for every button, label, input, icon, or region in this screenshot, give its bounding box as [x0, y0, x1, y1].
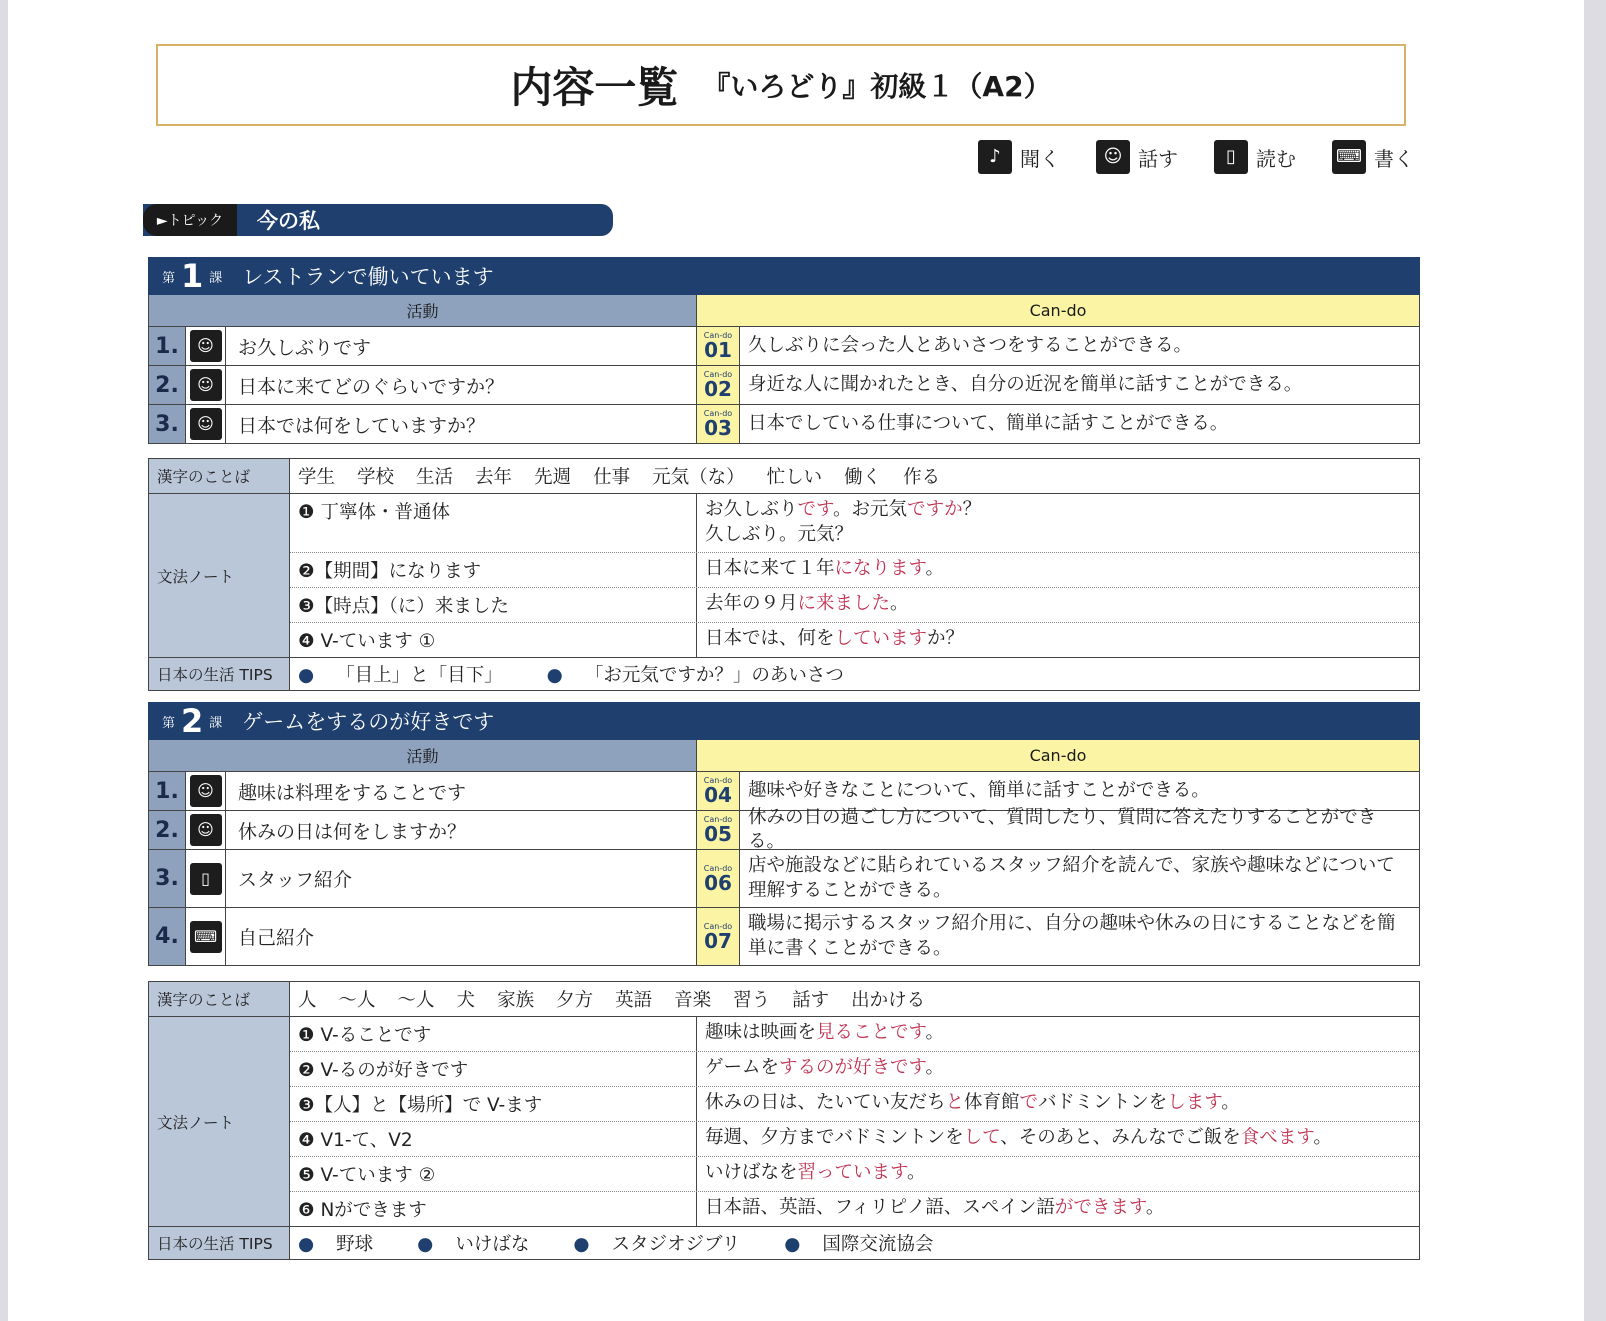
kanji-label: 漢字のことば — [149, 459, 290, 493]
legend-speak — [1096, 140, 1178, 174]
bullet-icon: ● — [573, 1234, 590, 1255]
kanji-label: 漢字のことば — [149, 982, 290, 1016]
kanji-word: 忙しい — [766, 467, 823, 488]
activity-row — [149, 326, 1419, 365]
activity-number: 3. — [149, 850, 186, 907]
example-highlight: して — [963, 1127, 1001, 1148]
tip-text: 野球 — [336, 1234, 374, 1255]
example-text: いけばなを — [705, 1162, 798, 1183]
example-highlight: 見ることです — [816, 1022, 926, 1043]
activity-number: 4. — [149, 908, 186, 965]
grammar-example — [697, 1192, 1419, 1226]
read-icon: ▯ — [1214, 140, 1248, 174]
grammar-example — [697, 1087, 1419, 1121]
write-icon: ⌨ — [190, 921, 222, 953]
tips-list — [290, 658, 1419, 690]
speak-icon: ☺ — [190, 814, 222, 846]
activity-icon-cell — [186, 908, 226, 965]
activity-row — [149, 365, 1419, 404]
kanji-words — [290, 459, 1419, 493]
activity-icon-cell — [186, 811, 226, 849]
example-highlight: で — [1019, 1092, 1039, 1113]
example-text: 日本に来て１年 — [705, 558, 835, 579]
lesson-2-info — [148, 981, 1420, 1260]
example-line — [705, 557, 1411, 582]
grammar-block — [149, 493, 1419, 657]
topic-title: 今の私 — [257, 209, 320, 233]
example-text: 趣味は映画を — [705, 1022, 817, 1043]
activity-number: 1. — [149, 327, 186, 365]
example-text: 。 — [925, 1022, 945, 1043]
grammar-row — [290, 1156, 1419, 1191]
write-icon: ⌨ — [1332, 140, 1366, 174]
example-highlight: しています — [834, 628, 928, 649]
tip-item — [298, 661, 525, 687]
legend-label: 聞く — [1020, 146, 1060, 171]
speak-icon: ☺ — [190, 330, 222, 362]
example-highlight: するのが好きです — [779, 1057, 926, 1078]
topic-banner — [143, 204, 613, 236]
lesson-title: レストランで働いています — [242, 265, 494, 289]
tip-item — [784, 1230, 955, 1256]
cando-badge — [697, 908, 740, 965]
grammar-point: ❻ Nができます — [290, 1192, 697, 1226]
tip-text: いけばな — [455, 1234, 530, 1255]
kanji-word: 生活 — [416, 467, 454, 488]
legend-read — [1214, 140, 1296, 174]
cando-badge — [697, 366, 740, 404]
example-line — [705, 1126, 1411, 1151]
activity-table — [148, 740, 1420, 966]
example-line — [705, 498, 1411, 523]
cando-badge-label: Can-do — [703, 815, 733, 824]
activity-number: 3. — [149, 405, 186, 443]
kanji-word: 作る — [903, 467, 941, 488]
tips-label: 日本の生活 TIPS — [149, 658, 290, 690]
legend-label: 読む — [1256, 146, 1296, 171]
grammar-row — [290, 587, 1419, 622]
cando-number: 02 — [704, 377, 732, 401]
grammar-example — [697, 1157, 1419, 1191]
grammar-block — [149, 1016, 1419, 1226]
grammar-row — [290, 1051, 1419, 1086]
grammar-example — [697, 588, 1419, 622]
example-text: 毎週、夕方までバドミントンを — [705, 1127, 964, 1148]
example-text: 日本語、英語、フィリピノ語、スペイン語 — [705, 1197, 1055, 1218]
lesson-number: 2 — [181, 702, 204, 740]
example-highlight: になります — [834, 558, 926, 579]
cando-text: 久しぶりに会った人とあいさつをすることができる。 — [748, 334, 1193, 356]
grammar-row — [290, 552, 1419, 587]
kanji-word: 働く — [844, 467, 882, 488]
cando-number: 01 — [704, 338, 732, 362]
activity-col-label: 活動 — [149, 740, 697, 771]
activity-table — [148, 295, 1420, 444]
grammar-row — [290, 1121, 1419, 1156]
bullet-icon: ● — [298, 1234, 315, 1255]
example-text: 。 — [1313, 1127, 1332, 1148]
activity-icon-cell — [186, 327, 226, 365]
activity-label: 趣味は料理をすることです — [226, 772, 697, 810]
example-text: 。 — [907, 1162, 926, 1183]
lesson-2 — [148, 702, 1420, 966]
kanji-word: 習う — [733, 990, 771, 1011]
cando-badge-label: Can-do — [703, 331, 733, 340]
tips-row — [149, 1226, 1419, 1259]
example-line — [705, 627, 1411, 652]
grammar-row — [290, 1191, 1419, 1226]
activity-row — [149, 806, 1419, 852]
cando-badge — [697, 850, 740, 907]
example-highlight: と — [945, 1092, 965, 1113]
tip-item — [298, 1230, 395, 1256]
legend-label: 話す — [1138, 146, 1178, 171]
grammar-example — [697, 623, 1419, 657]
activity-number: 1. — [149, 772, 186, 810]
example-text: ゲームを — [705, 1057, 780, 1078]
activity-label: お久しぶりです — [226, 327, 697, 365]
grammar-point: ❸【時点】（に）来ました — [290, 588, 697, 622]
cando-number: 04 — [704, 783, 732, 807]
topic-tag: ►トピック — [143, 204, 237, 236]
activity-icon-cell — [186, 772, 226, 810]
example-highlight: します — [1167, 1092, 1222, 1113]
kanji-words — [290, 982, 1419, 1016]
example-text: 体育館 — [964, 1092, 1020, 1113]
lesson-ka: 課 — [209, 715, 223, 731]
example-line — [705, 592, 1411, 617]
speak-icon: ☺ — [190, 775, 222, 807]
page-title: 内容一覧 — [510, 63, 679, 112]
kanji-word: 学校 — [357, 467, 395, 488]
tip-item — [547, 661, 866, 687]
kanji-word: 犬 — [456, 990, 476, 1011]
grammar-row — [290, 1086, 1419, 1121]
kanji-word: 音楽 — [674, 990, 712, 1011]
kanji-word: 人 — [298, 990, 317, 1011]
cando-text: 休みの日の過ごし方について、質問したり、質問に答えたりすることができる。 — [748, 806, 1377, 852]
example-highlight: 食べます — [1240, 1127, 1314, 1148]
example-text: 。 — [1221, 1092, 1240, 1113]
grammar-point: ❺ V-ています ② — [290, 1157, 697, 1191]
legend-label: 書く — [1374, 146, 1414, 171]
grammar-example — [697, 494, 1419, 552]
activity-label: 日本では何をしていますか？ — [226, 405, 697, 443]
tips-label: 日本の生活 TIPS — [149, 1227, 290, 1259]
cando-text: 日本でしている仕事について、簡単に話すことができる。 — [748, 412, 1229, 434]
kanji-word: 家族 — [497, 990, 535, 1011]
title-box — [156, 44, 1406, 126]
example-line — [705, 1021, 1411, 1046]
grammar-point: ❶ V-ることです — [290, 1017, 697, 1051]
activity-label: 自己紹介 — [226, 908, 697, 965]
example-text: か？ — [927, 628, 965, 649]
lesson-1-info — [148, 458, 1420, 691]
example-highlight: ができます — [1054, 1197, 1146, 1218]
lesson-ka: 課 — [209, 270, 223, 286]
kanji-word: 去年 — [475, 467, 513, 488]
grammar-label: 文法ノート — [149, 494, 290, 657]
kanji-word: 話す — [792, 990, 830, 1011]
activity-label: 休みの日は何をしますか？ — [226, 811, 697, 849]
cando-badge-label: Can-do — [703, 370, 733, 379]
cando-badge — [697, 327, 740, 365]
example-text: 。 — [925, 558, 945, 579]
activity-row — [149, 771, 1419, 810]
grammar-point: ❹ V-ています ① — [290, 623, 697, 657]
kanji-word: ～人 — [338, 990, 376, 1011]
tip-text: 「目上」と「目下」 — [336, 665, 503, 686]
example-text: 。 — [890, 593, 909, 614]
kanji-word: 出かける — [851, 990, 926, 1011]
cando-text: 職場に掲示するスタッフ紹介用に、自分の趣味や休みの日にすることなどを簡単に書くことができる。 — [748, 913, 1396, 959]
kanji-word: 夕方 — [556, 990, 594, 1011]
lesson-header — [148, 257, 1420, 295]
cando-col-label: Can-do — [697, 295, 1419, 326]
example-line — [705, 1056, 1411, 1081]
tip-text: 国際交流協会 — [822, 1234, 934, 1255]
activity-column-header — [149, 740, 1419, 771]
activity-row — [149, 907, 1419, 965]
example-text: ？ — [962, 499, 982, 520]
skill-legend — [978, 140, 1414, 174]
example-text: お久しぶり — [705, 499, 798, 520]
cando-text: 店や施設などに貼られているスタッフ紹介を読んで、家族や趣味などについて理解することができる。 — [748, 855, 1395, 901]
kanji-word: 仕事 — [593, 467, 631, 488]
cando-col-label: Can-do — [697, 740, 1419, 771]
example-text: 休みの日は、たいてい友だち — [705, 1092, 946, 1113]
bullet-icon: ● — [546, 665, 563, 686]
cando-badge-label: Can-do — [703, 921, 733, 931]
cando-badge — [697, 811, 740, 849]
grammar-point: ❶ 丁寧体・普通体 — [290, 494, 697, 552]
speak-icon: ☺ — [190, 369, 222, 401]
page-subtitle: 『いろどり』初級１（A2） — [702, 70, 1052, 103]
kanji-word: 英語 — [615, 990, 653, 1011]
listen-icon: ♪ — [978, 140, 1012, 174]
cando-number: 06 — [704, 870, 732, 895]
example-text: 、そのあと、みんなでご飯を — [1000, 1127, 1241, 1148]
example-line: 久しぶり。元気？ — [705, 523, 854, 545]
kanji-word: 学生 — [298, 467, 336, 488]
tip-item — [573, 1230, 762, 1256]
bullet-icon: ● — [784, 1234, 801, 1255]
cando-badge — [697, 405, 740, 443]
grammar-row — [290, 494, 1419, 552]
example-text: バドミントンを — [1038, 1092, 1168, 1113]
bullet-icon: ● — [298, 665, 315, 686]
activity-number: 2. — [149, 366, 186, 404]
activity-column-header — [149, 295, 1419, 326]
cando-badge — [697, 772, 740, 810]
activity-col-label: 活動 — [149, 295, 697, 326]
example-highlight: 習っています — [797, 1162, 908, 1183]
grammar-point: ❷【期間】になります — [290, 553, 697, 587]
cando-badge-label: Can-do — [703, 863, 733, 873]
page — [8, 0, 1584, 1321]
example-text: 。お元気 — [833, 499, 908, 520]
grammar-example — [697, 1017, 1419, 1051]
example-highlight: です — [797, 499, 834, 520]
cando-text: 身近な人に聞かれたとき、自分の近況を簡単に話すことができる。 — [748, 373, 1303, 395]
read-icon: ▯ — [190, 863, 222, 895]
grammar-point: ❹ V1-て、V2 — [290, 1122, 697, 1156]
activity-number: 2. — [149, 811, 186, 849]
example-highlight: に来ました — [797, 593, 891, 614]
example-text: 。 — [1145, 1197, 1165, 1218]
lesson-1 — [148, 257, 1420, 444]
grammar-row — [290, 1017, 1419, 1051]
grammar-point: ❸【人】と【場所】で V-ます — [290, 1087, 697, 1121]
activity-row — [149, 849, 1419, 907]
grammar-example — [697, 553, 1419, 587]
example-line — [705, 1196, 1411, 1221]
activity-label: 日本に来てどのぐらいですか？ — [226, 366, 697, 404]
kanji-row — [149, 459, 1419, 493]
activity-row — [149, 404, 1419, 443]
lesson-title: ゲームをするのが好きです — [242, 710, 495, 734]
tip-item — [417, 1230, 551, 1256]
example-line — [705, 1161, 1411, 1186]
kanji-row — [149, 982, 1419, 1016]
lesson-dai: 第 — [162, 270, 176, 286]
activity-icon-cell — [186, 366, 226, 404]
tip-text: スタジオジブリ — [611, 1234, 741, 1255]
bullet-icon: ● — [417, 1234, 434, 1255]
grammar-example — [697, 1122, 1419, 1156]
cando-number: 03 — [704, 416, 732, 440]
tips-row — [149, 657, 1419, 690]
kanji-word: 先週 — [534, 467, 572, 488]
example-line — [705, 1091, 1411, 1116]
grammar-label: 文法ノート — [149, 1017, 290, 1226]
activity-label: スタッフ紹介 — [226, 850, 697, 907]
activity-icon-cell — [186, 850, 226, 907]
tip-text: 「お元気ですか？」のあいさつ — [584, 665, 844, 686]
cando-badge-label: Can-do — [703, 776, 733, 785]
speak-icon: ☺ — [190, 408, 222, 440]
example-text: 日本では、何を — [705, 628, 835, 649]
activity-icon-cell — [186, 405, 226, 443]
cando-number: 05 — [704, 822, 732, 846]
lesson-dai: 第 — [162, 715, 176, 731]
cando-text: 趣味や好きなことについて、簡単に話すことができる。 — [748, 779, 1210, 801]
example-highlight: ですか — [907, 499, 963, 520]
lesson-header — [148, 702, 1420, 740]
legend-listen — [978, 140, 1060, 174]
grammar-row — [290, 622, 1419, 657]
legend-write — [1332, 140, 1414, 174]
lesson-number: 1 — [181, 257, 204, 295]
cando-badge-label: Can-do — [703, 409, 733, 418]
tips-list — [290, 1227, 1419, 1259]
grammar-point: ❷ V-るのが好きです — [290, 1052, 697, 1086]
kanji-word: 元気（な） — [652, 467, 745, 488]
grammar-example — [697, 1052, 1419, 1086]
example-text: 去年の９月 — [705, 593, 798, 614]
cando-number: 07 — [704, 928, 732, 953]
speak-icon: ☺ — [1096, 140, 1130, 174]
kanji-word: ～人 — [397, 990, 435, 1011]
example-text: 。 — [925, 1057, 945, 1078]
